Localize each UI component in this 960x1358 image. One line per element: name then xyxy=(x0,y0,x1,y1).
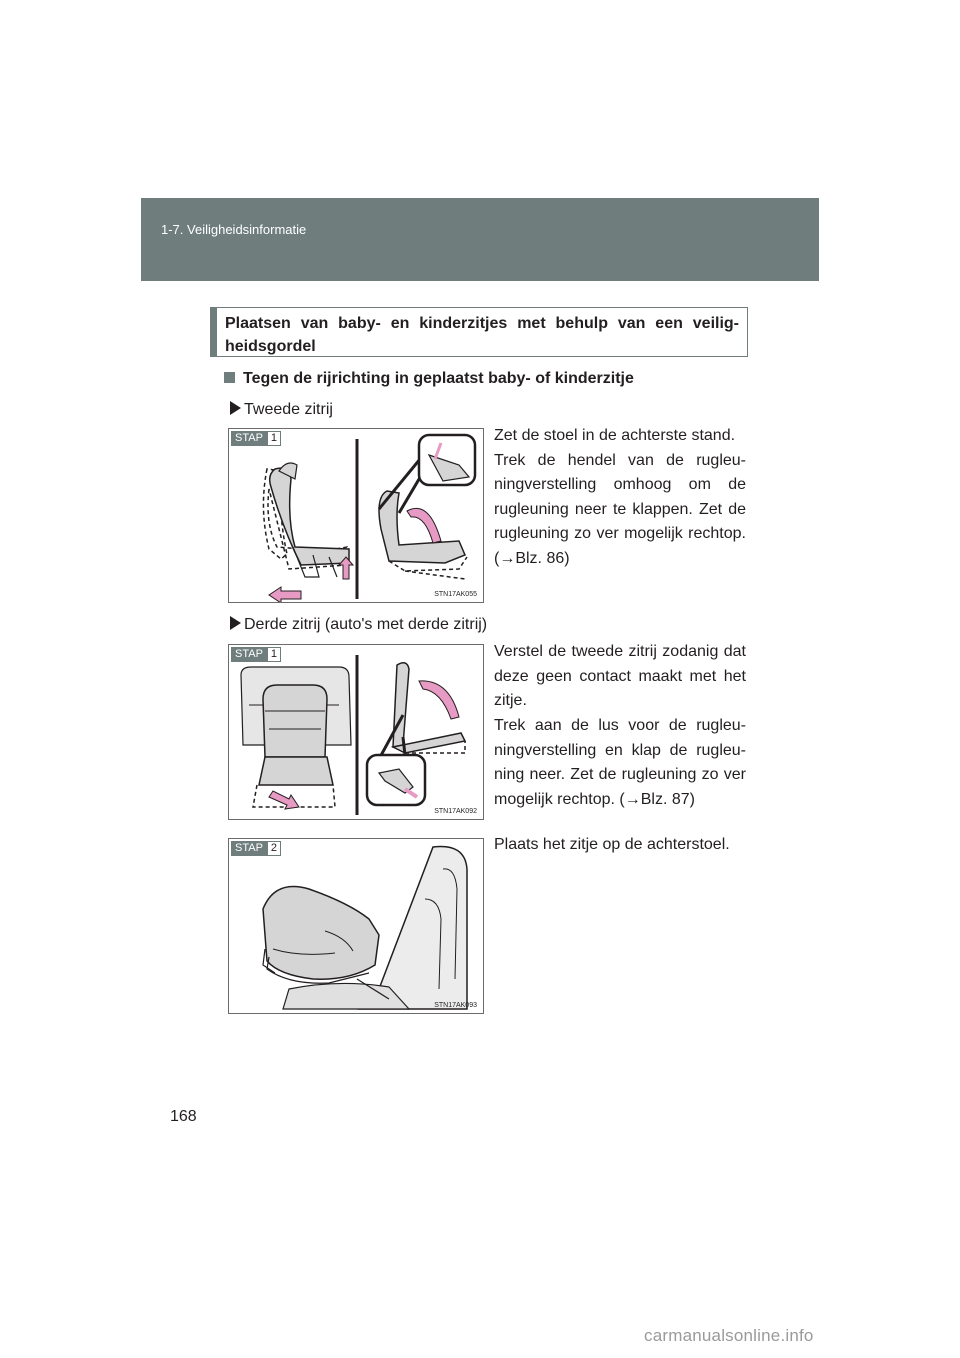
item-title-text: Tweede zitrij xyxy=(244,401,333,418)
subheading xyxy=(224,370,634,388)
figure-code: STN17AK055 xyxy=(434,591,477,598)
triangle-bullet-icon xyxy=(230,616,241,630)
figure-step-1-second-row xyxy=(228,428,484,603)
figure-step-2-third-row xyxy=(228,838,484,1014)
square-bullet-icon xyxy=(224,372,235,383)
section-heading: Plaatsen van baby- en kinderzitjes met behulp van een veilig-heidsgordel xyxy=(210,307,748,357)
step-badge: STAP 1 xyxy=(231,431,281,446)
item-title-third-row xyxy=(230,616,487,634)
figure-code: STN17AK093 xyxy=(434,1002,477,1009)
header-band xyxy=(141,198,819,281)
page-number: 168 xyxy=(170,1108,197,1125)
item-title-text: Derde zitrij (auto's met derde zitrij) xyxy=(244,616,488,633)
section-label: 1-7. Veiligheidsinformatie xyxy=(161,222,307,237)
step-1-second-row-text: Zet de stoel in de achterste stand. Trek de hendel van de rugleu-ningverstelling omhoog om de rugleuning neer te klappen. Zet de rugleuning zo ver mogelijk rechtop. (→Blz. 86) xyxy=(494,427,746,567)
figure-step-1-third-row xyxy=(228,644,484,820)
subheading-text: Tegen de rijrichting in geplaatst baby- of kinderzitje xyxy=(243,370,634,387)
step-badge: STAP 1 xyxy=(231,647,281,662)
step-badge: STAP 2 xyxy=(231,841,281,856)
watermark: carmanualsonline.info xyxy=(644,1326,814,1345)
third-row-access-illustration xyxy=(229,645,483,819)
figure-code: STN17AK092 xyxy=(434,808,477,815)
child-seat-placement-illustration xyxy=(229,839,483,1013)
seat-recline-illustration xyxy=(229,429,483,602)
step-1-third-row-text: Verstel de tweede zitrij zodanig dat deze geen contact maakt met het zitje. xyxy=(494,643,746,709)
step-2-third-row-text: Plaats het zitje op de achterstoel. xyxy=(494,836,730,853)
step-1-third-row-text-2: Trek aan de lus voor de rugleu-ningverstelling en klap de rugleu-ning neer. Zet de rugleuning zo ver mogelijk rechtop. (→Blz. 87) xyxy=(494,717,746,808)
item-title-second-row xyxy=(230,401,333,419)
triangle-bullet-icon xyxy=(230,401,241,415)
